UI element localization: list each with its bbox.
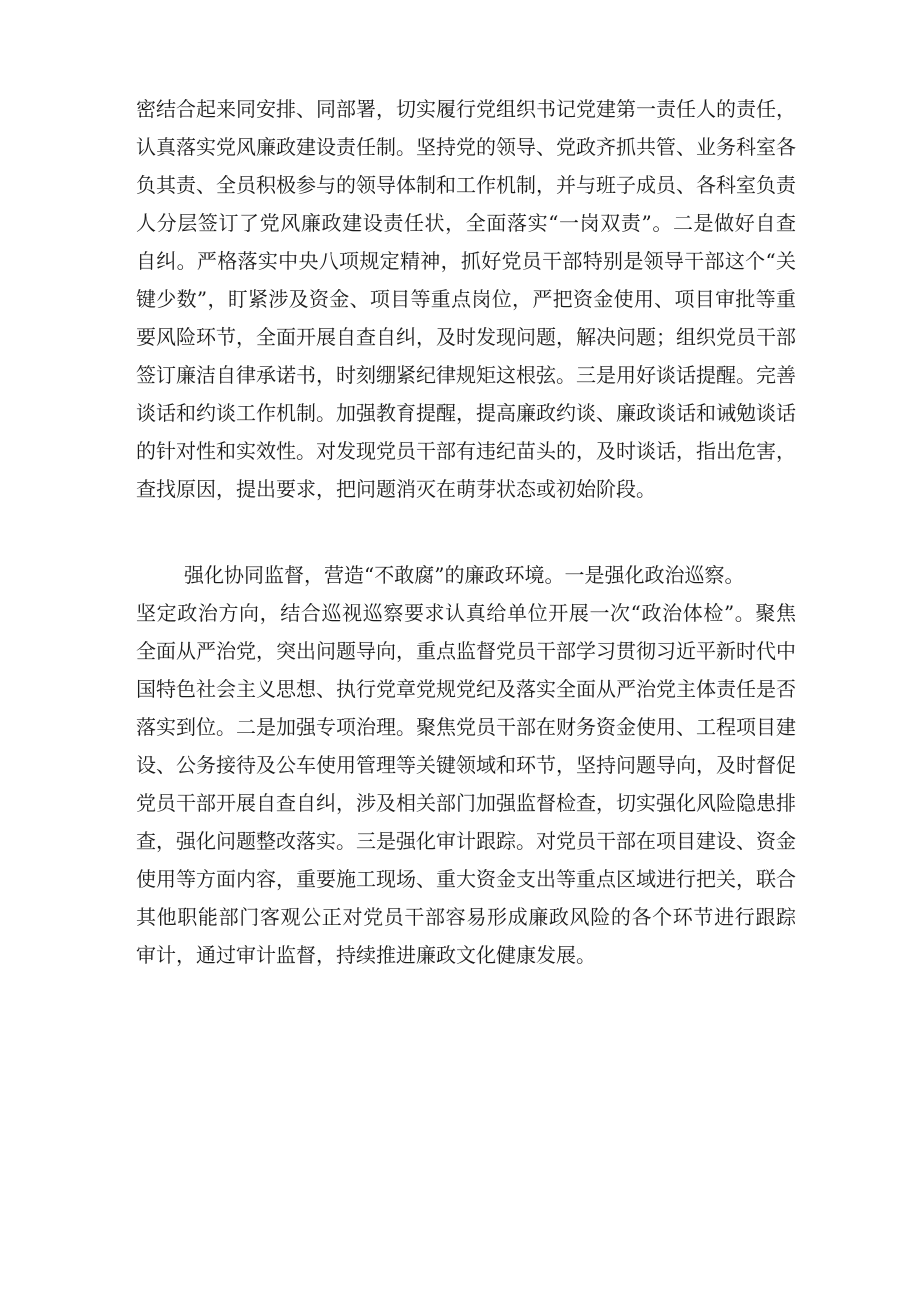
paragraph-line: 键少数”，盯紧涉及资金、项目等重点岗位，严把资金使用、项目审批等重 xyxy=(136,287,796,311)
paragraph-line: 的针对性和实效性。对发现党员干部有违纪苗头的，及时谈话，指出危害， xyxy=(136,439,796,463)
paragraph-line: 谈话和约谈工作机制。加强教育提醒，提高廉政约谈、廉政谈话和诫勉谈话 xyxy=(136,401,796,425)
paragraph-line: 查，强化问题整改落实。三是强化审计跟踪。对党员干部在项目建设、资金 xyxy=(136,829,796,853)
paragraph-line: 设、公务接待及公车使用管理等关键领域和环节，坚持问题导向，及时督促 xyxy=(136,753,796,777)
paragraph-line: 认真落实党风廉政建设责任制。坚持党的领导、党政齐抓共管、业务科室各 xyxy=(136,135,796,159)
paragraph-line: 国特色社会主义思想、执行党章党规党纪及落实全面从严治党主体责任是否 xyxy=(136,677,796,701)
paragraph-line: 落实到位。二是加强专项治理。聚焦党员干部在财务资金使用、工程项目建 xyxy=(136,715,796,739)
paragraph-line: 强化协同监督，营造“不敢腐”的廉政环境。一是强化政治巡察。 xyxy=(184,563,745,587)
paragraph-line: 负其责、全员积极参与的领导体制和工作机制，并与班子成员、各科室负责 xyxy=(136,173,796,197)
paragraph-line: 自纠。严格落实中央八项规定精神，抓好党员干部特别是领导干部这个“关 xyxy=(136,249,796,273)
paragraph-line: 使用等方面内容，重要施工现场、重大资金支出等重点区域进行把关，联合 xyxy=(136,867,796,891)
paragraph-line: 签订廉洁自律承诺书，时刻绷紧纪律规矩这根弦。三是用好谈话提醒。完善 xyxy=(136,363,796,387)
paragraph-line: 其他职能部门客观公正对党员干部容易形成廉政风险的各个环节进行跟踪 xyxy=(136,905,796,929)
paragraph-line: 要风险环节，全面开展自查自纠，及时发现问题，解决问题；组织党员干部 xyxy=(136,325,796,349)
paragraph-line: 党员干部开展自查自纠，涉及相关部门加强监督检查，切实强化风险隐患排 xyxy=(136,791,796,815)
paragraph-line: 全面从严治党，突出问题导向，重点监督党员干部学习贯彻习近平新时代中 xyxy=(136,639,796,663)
paragraph-line: 坚定政治方向，结合巡视巡察要求认真给单位开展一次“政治体检”。聚焦 xyxy=(136,601,796,625)
paragraph-line: 查找原因，提出要求，把问题消灭在萌芽状态或初始阶段。 xyxy=(136,477,656,501)
paragraph-line: 人分层签订了党风廉政建设责任状，全面落实“一岗双责”。二是做好自查 xyxy=(136,211,796,235)
paragraph-line: 密结合起来同安排、同部署，切实履行党组织书记党建第一责任人的责任， xyxy=(136,97,796,121)
paragraph-line: 审计，通过审计监督，持续推进廉政文化健康发展。 xyxy=(136,943,596,967)
